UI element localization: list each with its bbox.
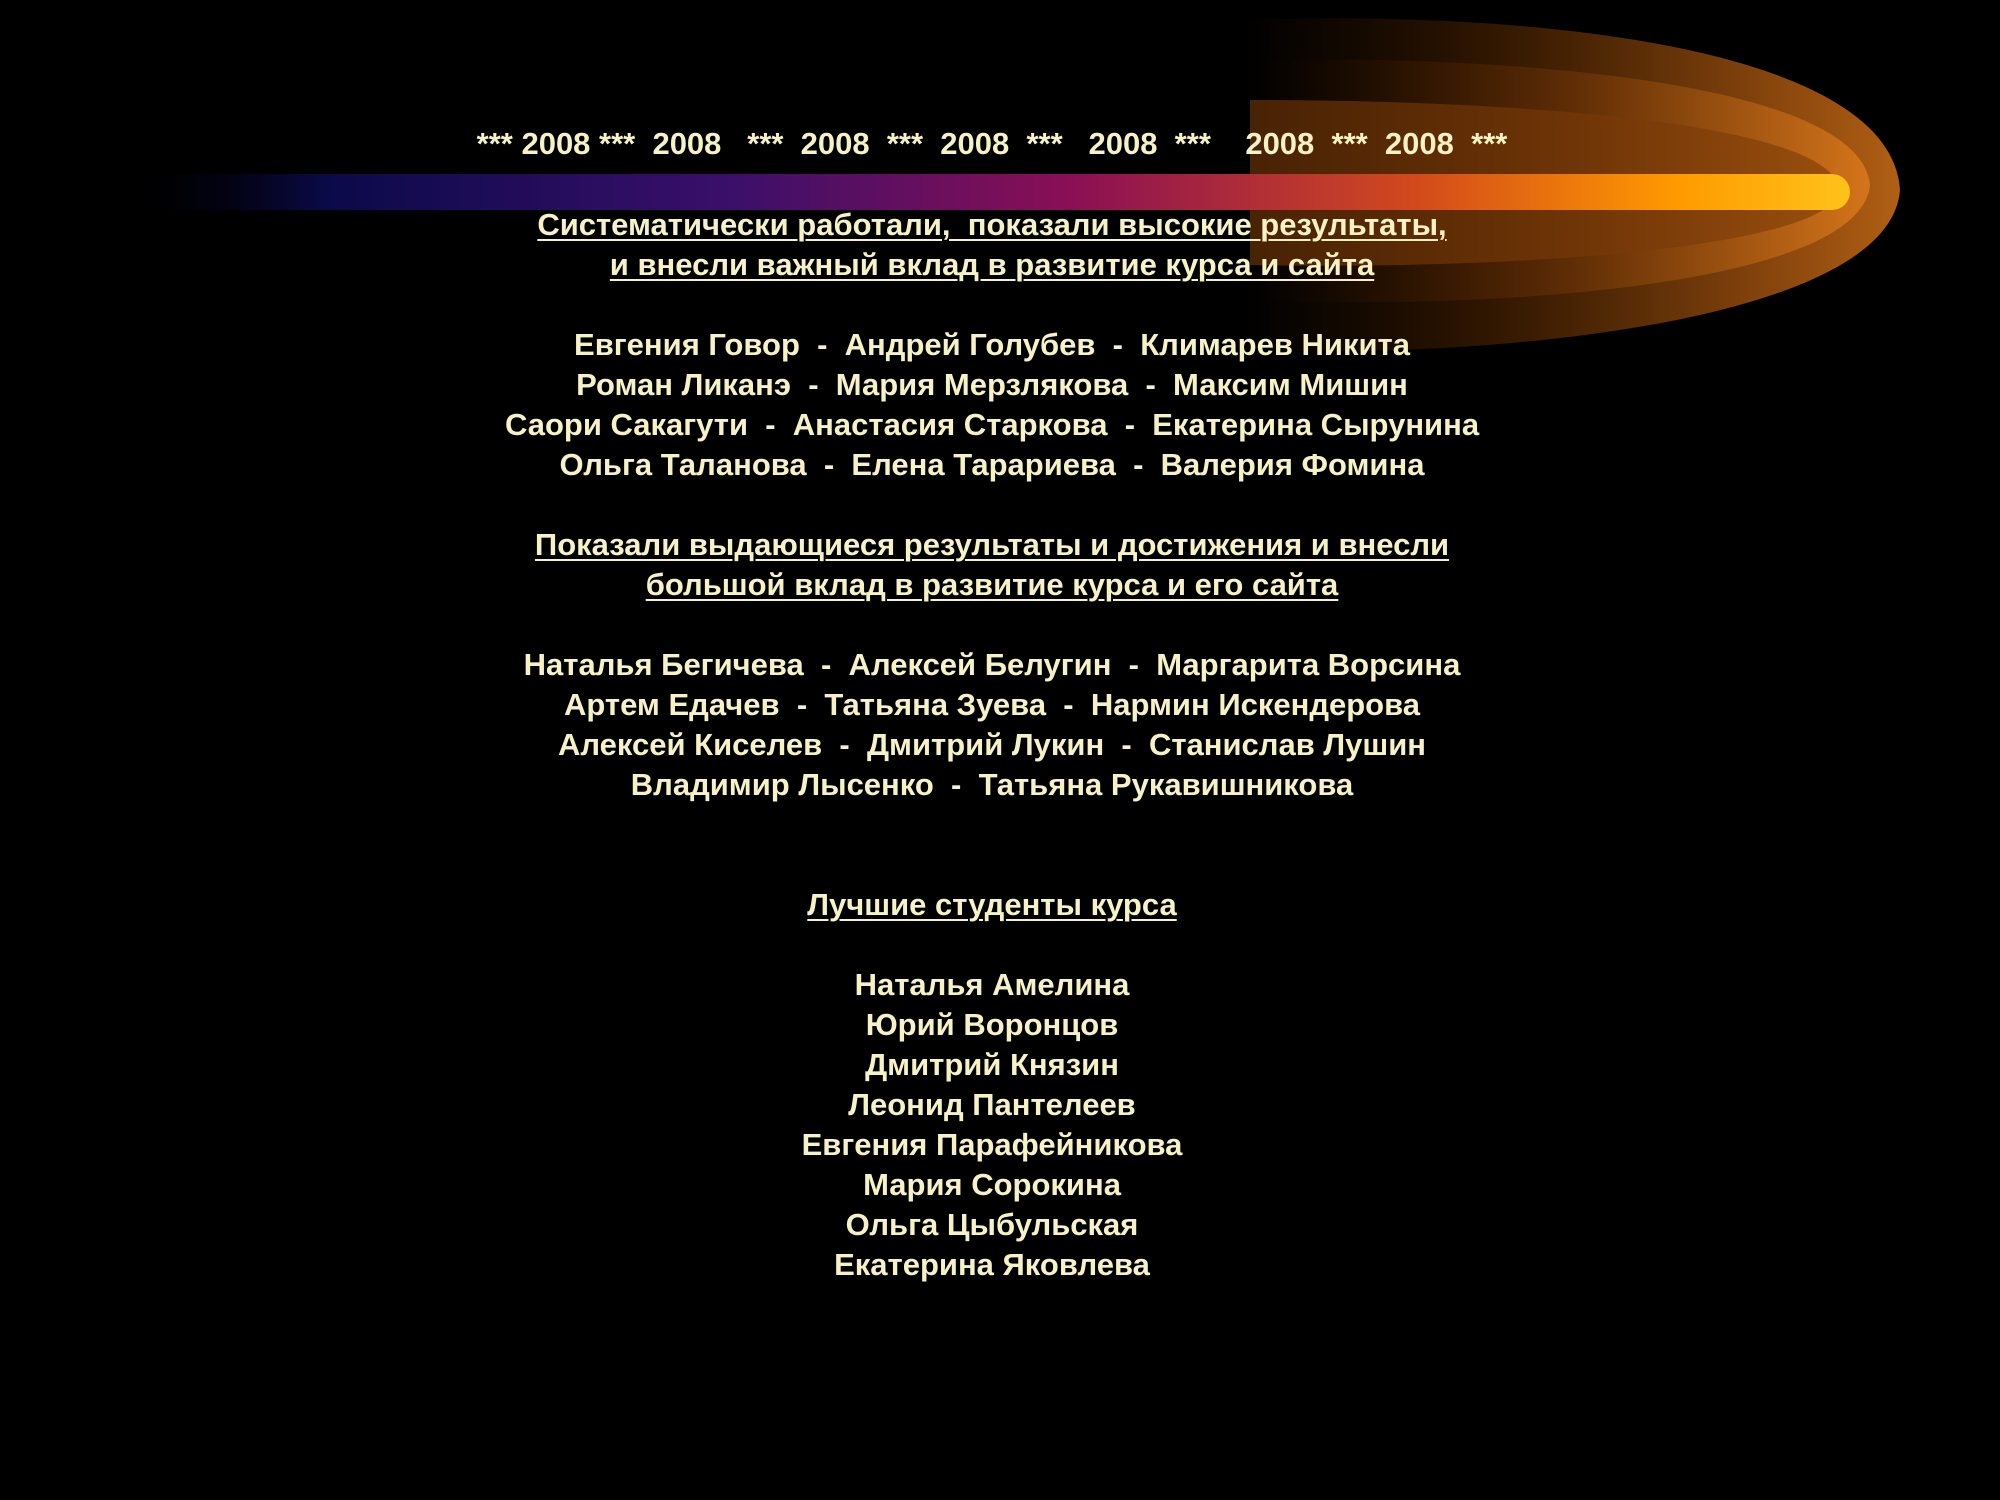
section2-names-line-1: Наталья Бегичева - Алексей Белугин - Маргарита Ворсина bbox=[523, 647, 1461, 682]
section1-names-line-4: Ольга Таланова - Елена Тарариева - Валерия Фомина bbox=[559, 447, 1425, 482]
best-student-name: Мария Сорокина bbox=[863, 1167, 1121, 1202]
section2-names-line-3: Алексей Киселев - Дмитрий Лукин - Станислав Лушин bbox=[557, 727, 1426, 762]
best-student-name: Наталья Амелина bbox=[854, 967, 1130, 1002]
best-student-name: Евгения Парафейникова bbox=[801, 1127, 1183, 1162]
best-student-name: Леонид Пантелеев bbox=[848, 1087, 1136, 1122]
section2-heading-line-1: Показали выдающиеся результаты и достижения и внесли bbox=[534, 527, 1450, 562]
section2-names-line-4: Владимир Лысенко - Татьяна Рукавишникова bbox=[630, 767, 1354, 802]
section1-names-line-1: Евгения Говор - Андрей Голубев - Климарев Никита bbox=[574, 327, 1410, 362]
section2-names-line-2: Артем Едачев - Татьяна Зуева - Нармин Искендерова bbox=[564, 687, 1420, 722]
section1-names-line-3: Саори Сакагути - Анастасия Старкова - Екатерина Сырунина bbox=[504, 407, 1480, 442]
best-student-name: Ольга Цыбульская bbox=[845, 1207, 1139, 1242]
section2-heading-line-2: большой вклад в развитие курса и его сайта bbox=[645, 567, 1339, 602]
best-student-name: Екатерина Яковлева bbox=[834, 1247, 1150, 1282]
year-banner: *** 2008 *** 2008 *** 2008 *** 2008 *** 2008 *** 2008 *** 2008 *** bbox=[476, 126, 1508, 161]
section1-heading-line-2: и внесли важный вклад в развитие курса и сайта bbox=[609, 247, 1375, 282]
best-student-name: Юрий Воронцов bbox=[865, 1007, 1119, 1042]
section1-heading-line-1: Систематически работали, показали высокие результаты, bbox=[537, 207, 1447, 242]
section1-names-line-2: Роман Ликанэ - Мария Мерзлякова - Максим Мишин bbox=[576, 367, 1408, 402]
best-student-name: Дмитрий Князин bbox=[865, 1047, 1119, 1082]
section3-heading: Лучшие студенты курса bbox=[807, 887, 1177, 922]
